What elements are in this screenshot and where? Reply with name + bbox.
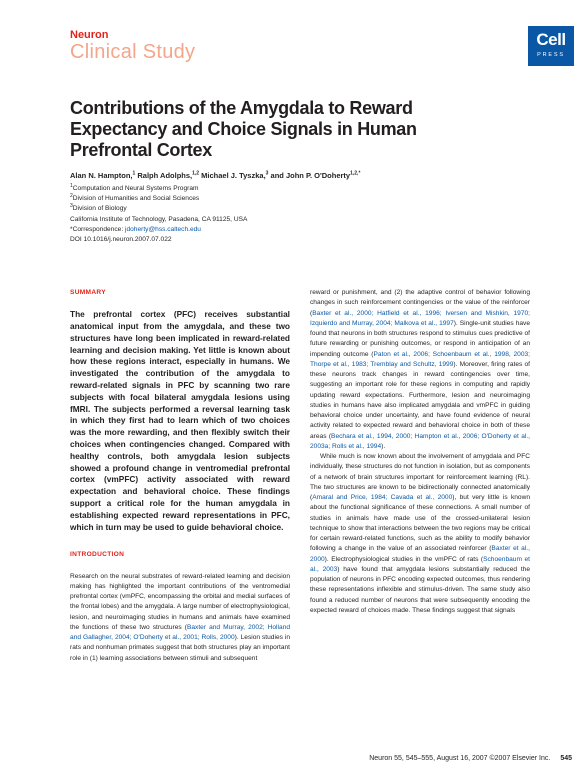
affiliations — [70, 184, 247, 245]
introduction-heading: INTRODUCTION — [70, 551, 125, 559]
body-text: ). — [381, 442, 386, 450]
affiliation-line — [70, 194, 247, 204]
author-affiliation-mark: 1 — [132, 170, 136, 177]
body-text: ) have found that amygdala lesions substantially reduced the population of neurons in PFC encoding expected outcomes, thus rendering these representations inflexible and stimulus-driven. The same study also found a reduced number of neurons that were subsequently encoding the expected reward of choices made. These findings suggest that signals — [310, 565, 531, 614]
email-link[interactable]: jdoherty@hss.caltech.edu — [125, 225, 201, 233]
affiliation-number: 3 — [70, 203, 73, 210]
author-affiliation-mark: 1,2,* — [350, 170, 361, 177]
citation-link[interactable]: Baxter and Murray, 2002; Holland and Gallagher, 2004; O'Doherty et al., 2001; Rolls, 2000 — [70, 623, 290, 642]
author-name: Michael J. Tyszka, — [201, 171, 266, 180]
body-paragraph — [310, 452, 530, 616]
correspondence — [70, 225, 247, 235]
page-footer — [369, 755, 572, 762]
body-text: Research on the neural substrates of reward-related learning and decision making has highlighted the important contributions of the ventromedial prefrontal cortex (vmPFC, encompassing the orbital and medial surfaces of the frontal lobes) and the amygdala. A large number of electrophysiological, lesion, and neuroimaging studies in humans and animals have examined the functions of these two structures ( — [70, 572, 290, 631]
affiliation-number: 1 — [70, 182, 73, 189]
left-column — [70, 288, 290, 664]
body-text: While much is now known about the involvement of amygdala and PFC individually, these structures do not function in isolation, but as components of a network of brain structures important for reinforcement learning (RL). The two structures are known to be bidirectionally connected anatomically ( — [310, 453, 530, 501]
right-column — [310, 288, 530, 616]
citation-link[interactable]: Paton et al., 2006; Schoenbaum et al., 1998, 2003; Thorpe et al., 1983; Tremblay and Schultz, 1999 — [310, 350, 530, 368]
logo-main-text: Cell — [536, 30, 566, 49]
body-text: ). Single-unit studies have found that neurons in both structures respond to stimulus cues predictive of future rewarding or punishing outcomes, or respond in anticipation of an impending outcome ( — [310, 319, 530, 358]
correspondence-label: *Correspondence: — [70, 225, 124, 233]
body-text: ), but very little is known about the functional significance of these connections. A small number of studies in animals have made use of the crossed-unilateral lesion technique to show that interactions between the two regions may be critical for certain reward-related functions, such as the ability to modify behavior following a change in the value of an associated reinforcer ( — [310, 494, 531, 553]
body-text: reward or punishment, and (2) the adaptive control of behavior following changes in such reinforcement contingencies or the value of the reinforcer ( — [310, 289, 530, 317]
affiliation-line — [70, 184, 247, 194]
author-affiliation-mark: 3 — [265, 170, 269, 177]
author-affiliation-mark: 1,2 — [192, 170, 200, 177]
citation-link[interactable]: Schoenbaum et al., 2003 — [310, 555, 530, 573]
affiliation-text: Division of Biology — [72, 205, 127, 213]
affiliation-text: Computation and Neural Systems Program — [72, 185, 199, 192]
article-title: Contributions of the Amygdala to Reward Expectancy and Choice Signals in Human Prefrontal Cortex — [70, 98, 417, 160]
summary-heading: SUMMARY — [70, 289, 106, 296]
body-text: ). Lesion studies in rats and nonhuman primates suggest that both structures play an important role in (1) learning associations between stimuli and subsequent — [70, 634, 290, 662]
cell-press-logo — [528, 26, 574, 66]
summary-text: The prefrontal cortex (PFC) receives substantial anatomical input from the amygdala, and these two structures have long been implicated in reward-related learning and decision making. Yet little is known about how these regions interact, especially in humans. We investigated the contribution of the amygdala to reward-related signals in PFC by scanning two rare subjects with focal bilateral amygdala lesions using fMRI. The subjects performed a reversal learning task in which they first had to learn which of two choices was the more rewarding, and then flexibly switch their choices when contingencies changed. Compared with healthy controls, both amygdala lesion subjects showed a profound change in ventromedial prefrontal cortex (vmPFC) activity associated with reward expectation and behavioral choice. These findings support a critical role for the human amygdala in establishing expected reward representations in PFC, which in turn may be used to guide behavioral choice. — [70, 309, 290, 532]
footer-citation: Neuron 55, 545–555, August 16, 2007 ©2007 Elsevier Inc. — [369, 755, 551, 762]
doi: DOI 10.1016/j.neuron.2007.07.022 — [70, 236, 172, 244]
section-label: Clinical Study — [70, 41, 196, 63]
body-text: ). Moreover, firing rates of these neurons track changes in reward contingencies over time, suggesting an important role for these regions in computing and rapidly updating reward expectations. Furthermore, lesion and neuroimaging studies in humans have also implicated amygdala and vmPFC in guiding behavioral choice under uncertainty, and have found evidence of neural activity related to expected reward and behavioral choice in both of these areas ( — [310, 360, 530, 440]
author-name: and John P. O'Doherty — [270, 171, 351, 180]
intro-paragraph — [70, 572, 290, 664]
institution: California Institute of Technology, Pasadena, CA 91125, USA — [70, 215, 248, 223]
author-name: Alan N. Hampton, — [70, 171, 133, 180]
logo-sub-text: PRESS — [537, 52, 565, 58]
affiliation-text: Division of Humanities and Social Sciences — [72, 195, 200, 203]
affiliation-number: 2 — [70, 193, 73, 200]
citation-link[interactable]: Amaral and Price, 1984; Cavada et al., 2000 — [312, 494, 453, 501]
author-list — [70, 171, 360, 180]
citation-link[interactable]: Bechara et al., 1994, 2000; Hampton et al., 2006; O'Doherty et al., 2003a; Rolls et al., 1994 — [310, 432, 531, 450]
page-number: 545 — [560, 755, 572, 762]
citation-link[interactable]: Baxter et al., 2000; Hatfield et al., 1996; Iversen and Mishkin, 1970; Izquierdo and Murray, 2004; Malkova et al., 1997 — [310, 309, 530, 327]
citation-link[interactable]: Baxter et al., 2000 — [310, 545, 530, 563]
body-text: ). Electrophysiological studies in the vmPFC of rats ( — [324, 555, 484, 563]
journal-name: Neuron — [70, 29, 109, 41]
author-name: Ralph Adolphs, — [137, 171, 193, 180]
affiliation-line — [70, 204, 247, 214]
body-paragraph — [310, 288, 530, 452]
